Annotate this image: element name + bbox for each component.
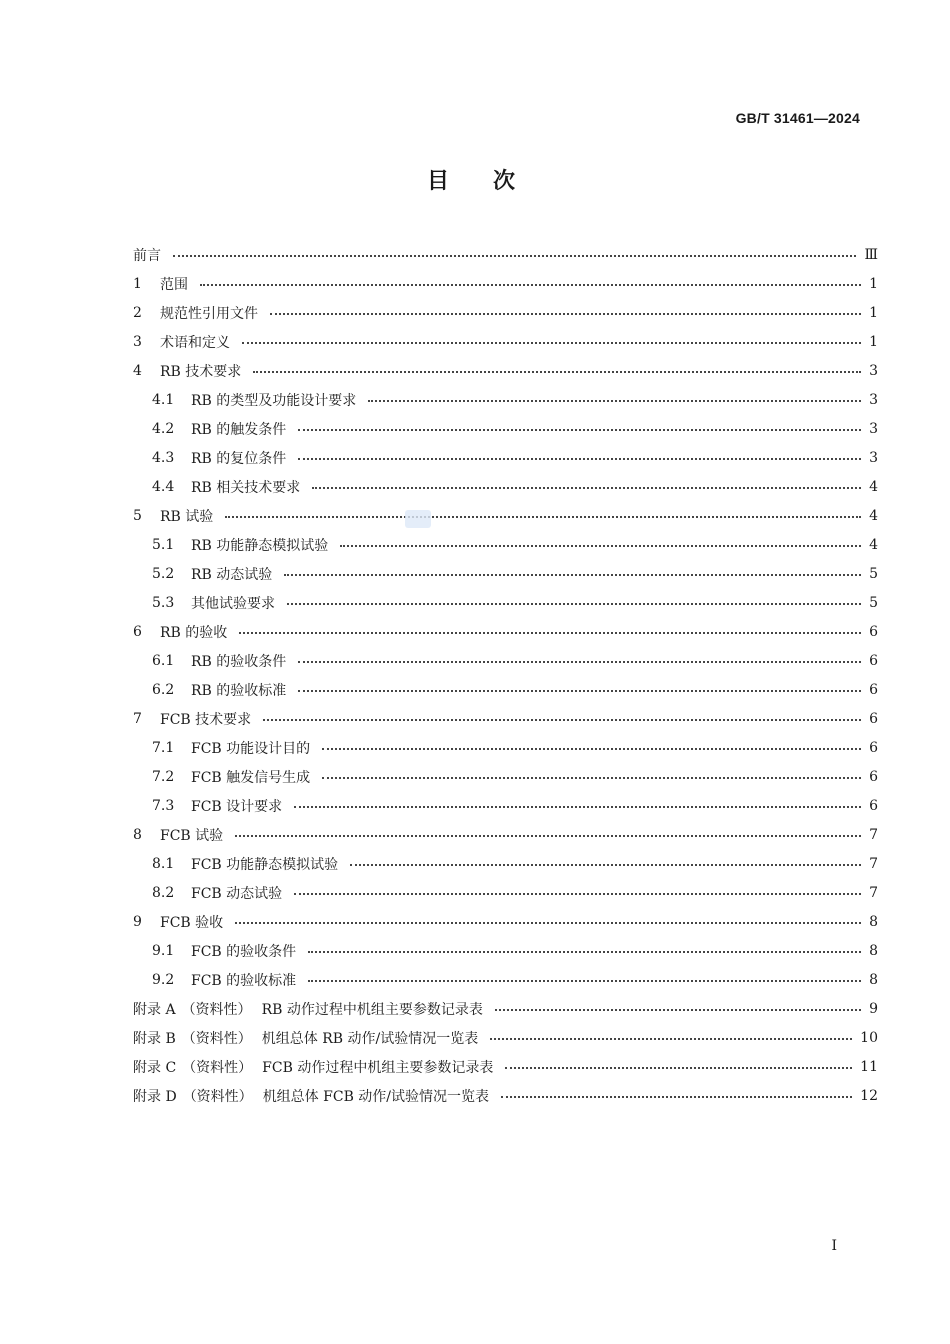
- toc-entry[interactable]: [133, 878, 878, 907]
- toc-entry-number: 6: [133, 623, 142, 640]
- toc-entry-number: 7: [133, 710, 142, 727]
- toc-entry-label: RB 技术要求: [160, 363, 242, 380]
- dot-leader: [287, 603, 861, 605]
- toc-entry[interactable]: [133, 240, 878, 269]
- toc-entry-number: 附录 C: [133, 1059, 177, 1076]
- toc-entry-label: RB 动作过程中机组主要参数记录表: [261, 1001, 483, 1018]
- toc-entry-label: RB 功能静态模拟试验: [191, 537, 329, 554]
- toc-entry-page: 6: [869, 768, 878, 785]
- toc-entry-label: RB 的验收条件: [191, 653, 287, 670]
- toc-entry-page: 6: [869, 797, 878, 814]
- toc-entry-label: FCB 动态试验: [191, 885, 283, 902]
- toc-entry-page: 10: [860, 1029, 878, 1046]
- toc-entry[interactable]: [133, 414, 878, 443]
- toc-appendix-entry[interactable]: [133, 1023, 878, 1052]
- toc-appendix-entry[interactable]: [133, 994, 878, 1023]
- toc-entry[interactable]: [133, 791, 878, 820]
- toc-entry-page: 3: [869, 420, 878, 437]
- toc-entry-label: FCB 验收: [160, 914, 224, 931]
- toc-entry-label: RB 的验收标准: [191, 682, 287, 699]
- toc-entry-label: FCB 设计要求: [191, 798, 283, 815]
- dot-leader: [242, 342, 861, 344]
- toc-entry-page: 6: [869, 652, 878, 669]
- toc-entry[interactable]: [133, 356, 878, 385]
- toc-entry[interactable]: [133, 675, 878, 704]
- toc-entry-label: 前言: [133, 247, 161, 264]
- toc-entry-page: 8: [869, 971, 878, 988]
- toc-entry-label: 机组总体 RB 动作/试验情况一览表: [261, 1030, 479, 1047]
- toc-entry-label: RB 的验收: [160, 624, 228, 641]
- dot-leader: [312, 487, 861, 489]
- toc-entry-label: FCB 的验收标准: [191, 972, 297, 989]
- toc-entry-number: 4.3: [152, 449, 175, 466]
- toc-entry-page: 6: [869, 710, 878, 727]
- toc-entry-page: 7: [869, 884, 878, 901]
- toc-entry[interactable]: [133, 443, 878, 472]
- toc-entry-number: 3: [133, 333, 142, 350]
- toc-entry-number: 5: [133, 507, 142, 524]
- dot-leader: [495, 1009, 861, 1011]
- dot-leader: [350, 864, 861, 866]
- toc-entry-page: 8: [869, 942, 878, 959]
- toc-entry-number: 4.4: [152, 478, 175, 495]
- dot-leader: [200, 284, 861, 286]
- toc-entry-label: 其他试验要求: [191, 595, 275, 612]
- toc-entry-number: 9: [133, 913, 142, 930]
- toc-entry-number: 附录 D: [133, 1088, 177, 1105]
- dot-leader: [490, 1038, 852, 1040]
- toc-entry[interactable]: [133, 936, 878, 965]
- dot-leader: [270, 313, 861, 315]
- toc-appendix-entry[interactable]: [133, 1052, 878, 1081]
- page-number: Ⅰ: [831, 1238, 837, 1254]
- toc-entry-number: 9.2: [152, 971, 175, 988]
- toc-entry-label: RB 的触发条件: [191, 421, 287, 438]
- standard-code: GB/T 31461—2024: [735, 110, 860, 126]
- toc-entry[interactable]: [133, 762, 878, 791]
- toc-entry-number: 8.1: [152, 855, 175, 872]
- toc-entry-number: 7.3: [152, 797, 175, 814]
- toc-entry-page: 4: [869, 536, 878, 553]
- dot-leader: [235, 922, 861, 924]
- dot-leader: [263, 719, 861, 721]
- toc-entry-label: FCB 动作过程中机组主要参数记录表: [262, 1059, 494, 1076]
- toc-entry[interactable]: [133, 298, 878, 327]
- toc-entry-number: 9.1: [152, 942, 175, 959]
- toc-appendix-kind: （资料性）: [182, 1088, 253, 1105]
- dot-leader: [308, 980, 861, 982]
- toc-entry-label: RB 相关技术要求: [191, 479, 301, 496]
- toc-entry-page: 7: [869, 826, 878, 843]
- dot-leader: [368, 400, 861, 402]
- toc-entry[interactable]: [133, 559, 878, 588]
- toc-appendix-kind: （资料性）: [181, 1001, 252, 1018]
- toc-entry[interactable]: [133, 269, 878, 298]
- toc-entry-page: 3: [869, 362, 878, 379]
- dot-leader: [298, 690, 861, 692]
- toc-entry-page: 7: [869, 855, 878, 872]
- dot-leader: [294, 806, 861, 808]
- toc-entry-label: FCB 的验收条件: [191, 943, 297, 960]
- toc-entry-number: 附录 B: [133, 1030, 176, 1047]
- toc-entry-page: 1: [869, 275, 878, 292]
- dot-leader: [253, 371, 861, 373]
- toc-entry[interactable]: [133, 327, 878, 356]
- toc-entry-page: 1: [869, 333, 878, 350]
- toc-entry-page: 9: [869, 1000, 878, 1017]
- dot-leader: [173, 255, 856, 257]
- dot-leader: [284, 574, 861, 576]
- toc-entry-label: FCB 触发信号生成: [191, 769, 311, 786]
- toc-entry-page: 11: [860, 1058, 878, 1075]
- toc-entry-label: FCB 功能设计目的: [191, 740, 311, 757]
- toc-entry-label: 范围: [160, 276, 188, 293]
- page-title: 目次: [426, 169, 559, 194]
- dot-leader: [298, 661, 861, 663]
- toc-entry-page: 3: [869, 449, 878, 466]
- toc-entry-page: Ⅲ: [864, 246, 878, 263]
- toc-entry[interactable]: [133, 733, 878, 762]
- toc-entry-label: 术语和定义: [160, 334, 230, 351]
- dot-leader: [322, 748, 861, 750]
- toc-appendix-kind: （资料性）: [181, 1030, 252, 1047]
- toc-entry-page: 6: [869, 739, 878, 756]
- toc-entry[interactable]: [133, 704, 878, 733]
- dot-leader: [340, 545, 861, 547]
- toc-entry-number: 5.3: [152, 594, 175, 611]
- toc-entry-number: 6.1: [152, 652, 175, 669]
- dot-leader: [308, 951, 861, 953]
- toc-entry[interactable]: [133, 849, 878, 878]
- toc-entry-page: 4: [869, 478, 878, 495]
- toc-entry-label: RB 试验: [160, 508, 214, 525]
- toc-entry[interactable]: [133, 646, 878, 675]
- toc-entry-number: 1: [133, 275, 142, 292]
- toc-entry[interactable]: [133, 530, 878, 559]
- toc-entry-number: 4.2: [152, 420, 175, 437]
- toc-entry-page: 5: [869, 565, 878, 582]
- toc-entry-number: 8: [133, 826, 142, 843]
- dot-leader: [501, 1096, 852, 1098]
- toc-entry-label: FCB 功能静态模拟试验: [191, 856, 339, 873]
- toc-entry-page: 1: [869, 304, 878, 321]
- watermark-logo: [405, 510, 431, 528]
- toc-entry[interactable]: [133, 907, 878, 936]
- dot-leader: [235, 835, 861, 837]
- toc-entry-number: 附录 A: [133, 1001, 176, 1018]
- toc-entry[interactable]: [133, 617, 878, 646]
- toc-entry[interactable]: [133, 588, 878, 617]
- toc-entry-page: 5: [869, 594, 878, 611]
- toc-entry-number: 4.1: [152, 391, 175, 408]
- dot-leader: [298, 429, 861, 431]
- toc-entry[interactable]: [133, 385, 878, 414]
- toc-entry[interactable]: [133, 472, 878, 501]
- dot-leader: [505, 1067, 852, 1069]
- toc-entry-number: 7.1: [152, 739, 175, 756]
- dot-leader: [294, 893, 861, 895]
- toc-entry-label: 规范性引用文件: [160, 305, 258, 322]
- toc-entry[interactable]: [133, 820, 878, 849]
- toc-appendix-kind: （资料性）: [182, 1059, 253, 1076]
- toc-entry-label: 机组总体 FCB 动作/试验情况一览表: [262, 1088, 490, 1105]
- toc-entry[interactable]: [133, 501, 878, 530]
- toc-entry-page: 12: [860, 1087, 878, 1104]
- table-of-contents: [133, 240, 878, 1110]
- toc-entry-number: 7.2: [152, 768, 175, 785]
- toc-entry-number: 2: [133, 304, 142, 321]
- toc-entry-label: RB 动态试验: [191, 566, 273, 583]
- toc-entry-number: 4: [133, 362, 142, 379]
- toc-entry-label: RB 的复位条件: [191, 450, 287, 467]
- toc-entry-page: 4: [869, 507, 878, 524]
- toc-entry-number: 6.2: [152, 681, 175, 698]
- toc-entry-page: 6: [869, 681, 878, 698]
- toc-entry-page: 3: [869, 391, 878, 408]
- toc-entry-page: 6: [869, 623, 878, 640]
- toc-entry-number: 8.2: [152, 884, 175, 901]
- dot-leader: [225, 516, 861, 518]
- dot-leader: [239, 632, 861, 634]
- dot-leader: [298, 458, 861, 460]
- toc-entry[interactable]: [133, 965, 878, 994]
- dot-leader: [322, 777, 861, 779]
- toc-entry-page: 8: [869, 913, 878, 930]
- toc-entry-label: FCB 试验: [160, 827, 224, 844]
- toc-appendix-entry[interactable]: [133, 1081, 878, 1110]
- toc-entry-number: 5.2: [152, 565, 175, 582]
- toc-entry-label: FCB 技术要求: [160, 711, 252, 728]
- toc-entry-label: RB 的类型及功能设计要求: [191, 392, 357, 409]
- toc-entry-number: 5.1: [152, 536, 175, 553]
